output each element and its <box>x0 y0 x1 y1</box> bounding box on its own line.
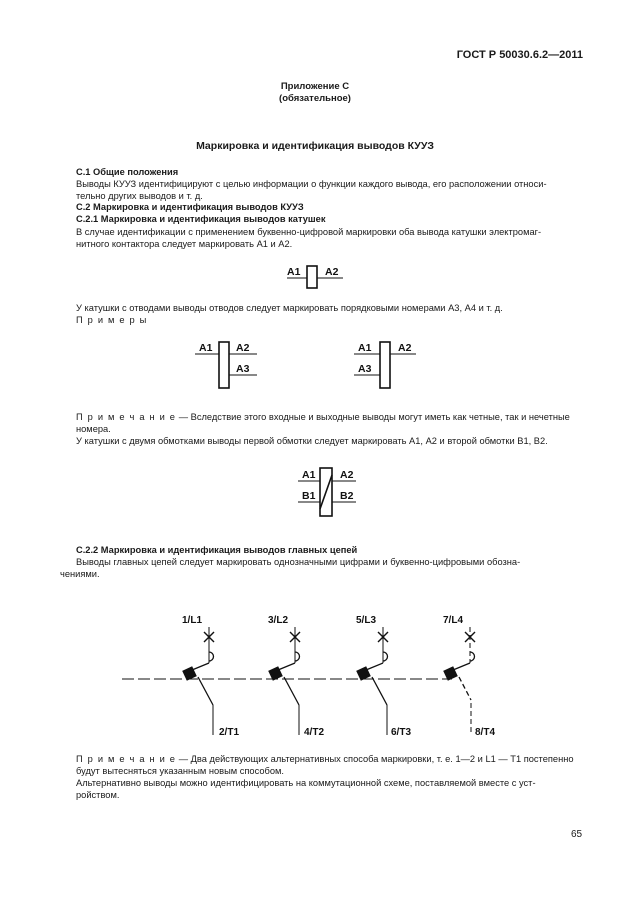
coil-label-a2: А2 <box>340 469 354 481</box>
note-line1 <box>76 411 570 423</box>
coil-label-a1: А1 <box>199 342 213 354</box>
section-title: Маркировка и идентификация выводов КУУЗ <box>196 140 434 152</box>
taps-text: У катушки с отводами выводы отводов следует маркировать порядковыми номерами А3, А4 и т. д. <box>76 303 503 313</box>
final-note-text: — Два действующих альтернативных способа маркировки, т. е. 1—2 и L1 — Т1 постепенно <box>176 754 574 764</box>
pole-top-label: 3/L2 <box>268 615 289 626</box>
coil-diagram-tap-left <box>352 337 442 393</box>
heading-c1: С.1 Общие положения <box>76 167 179 177</box>
heading-c2: С.2 Маркировка и идентификация выводов КУУЗ <box>76 202 304 212</box>
alt-text-line2: ройством. <box>76 790 120 800</box>
two-windings-text: У катушки с двумя обмотками выводы первой обмотки следует маркировать А1, А2 и второй обмотки В1, В2. <box>76 436 548 446</box>
note-line2: номера. <box>76 424 111 434</box>
coil-body <box>307 266 317 288</box>
final-note-line1 <box>76 753 574 765</box>
coil-diagram-simple <box>285 261 355 291</box>
pole-bottom-label: 2/T1 <box>219 727 240 738</box>
note-label: П р и м е ч а н и е <box>76 412 177 422</box>
coil-label-a2: А2 <box>398 342 412 354</box>
coil-label-a1: А1 <box>302 469 316 481</box>
pole-bottom-label: 4/T2 <box>304 727 325 738</box>
pole-top-label: 7/L4 <box>443 615 464 626</box>
c21-text-line1: В случае идентификации с применением буквенно-цифровой маркировки оба вывода катушки электромаг- <box>76 227 542 237</box>
alt-text-line1: Альтернативно выводы можно идентифицировать на коммутационной схеме, поставляемой вместе с уст- <box>76 778 536 788</box>
coil-diagram-tap-right <box>195 337 285 393</box>
coil-body <box>380 342 390 388</box>
appendix-title: Приложение С <box>280 81 350 92</box>
pole-2 <box>268 615 324 738</box>
final-note-line2: будут вытесняться указанным новым способом. <box>76 766 284 776</box>
coil-label-b1: В1 <box>302 490 316 502</box>
c22-text-line1: Выводы главных цепей следует маркировать однозначными цифрами и буквенно-цифровыми обозна- <box>76 557 521 567</box>
standard-number: ГОСТ Р 50030.6.2—2011 <box>456 49 583 61</box>
c1-text-line2: тельно других выводов и т. д. <box>76 191 203 201</box>
pole-3 <box>356 615 411 738</box>
c21-text-line2: нитного контактора следует маркировать А1 и А2. <box>76 239 293 249</box>
appendix-status: (обязательное) <box>279 93 351 104</box>
pole-4 <box>443 615 495 738</box>
pole-top-label: 1/L1 <box>182 615 203 626</box>
c22-text-line2: чениями. <box>60 569 100 579</box>
examples-label: П р и м е р ы <box>76 315 148 325</box>
heading-c21: С.2.1 Маркировка и идентификация выводов катушек <box>76 214 326 224</box>
coil-diagram-two-windings <box>294 464 366 520</box>
coil-body <box>219 342 229 388</box>
heading-c22: С.2.2 Маркировка и идентификация выводов главных цепей <box>76 545 358 555</box>
note-text: — Вследствие этого входные и выходные выводы могут иметь как четные, так и нечетные <box>176 412 570 422</box>
pole-bottom-label: 6/T3 <box>391 727 412 738</box>
coil-label-a2: А2 <box>325 266 339 278</box>
main-circuit-diagram <box>110 605 510 740</box>
coil-label-a1: А1 <box>358 342 372 354</box>
coil-label-a3: А3 <box>358 363 372 375</box>
c1-text-line1: Выводы КУУЗ идентифицируют с целью информации о функции каждого вывода, его расположении относи- <box>76 179 547 189</box>
final-note-label: П р и м е ч а н и е <box>76 754 177 764</box>
coil-label-a1: А1 <box>287 266 301 278</box>
coil-label-a2: А2 <box>236 342 250 354</box>
page-number: 65 <box>571 829 583 840</box>
coil-label-b2: В2 <box>340 490 354 502</box>
pole-1 <box>182 615 239 738</box>
coil-label-a3: А3 <box>236 363 250 375</box>
pole-top-label: 5/L3 <box>356 615 377 626</box>
pole-bottom-label: 8/T4 <box>475 727 496 738</box>
